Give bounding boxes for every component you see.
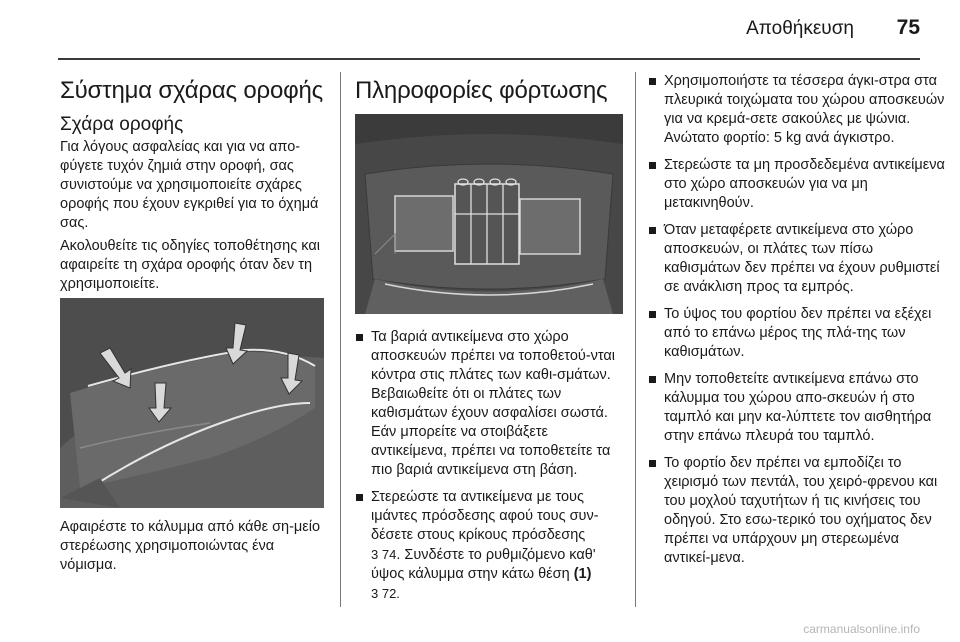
bullet-text: Χρησιμοποιήστε τα τέσσερα άγκι-στρα στα πλευρικά τοιχώματα του χώρου αποσκευών για να κρεμά-σετε σακούλες με ψώνια. Ανώτατο φορτίο: 5 kg ανά άγκιστρο. <box>664 73 945 146</box>
heading-loading-info: Πληροφορίες φόρτωσης <box>355 77 608 104</box>
list-item <box>648 156 948 213</box>
list-item <box>648 221 948 297</box>
bullet-text: Όταν μεταφέρετε αντικείμενα στο χώρο αποσκευών, οι πλάτες των πίσω καθισμάτων δεν πρέπει να έχουν ρυθμιστεί σε ανάκλιση προς τα εμπρός. <box>664 222 940 295</box>
header-rule <box>58 58 920 60</box>
bullet-text: Μην τοποθετείτε αντικείμενα επάνω στο κάλυμμα του χώρου απο-σκευών ή στο ταμπλό και μην κα-λύπτετε τον αισθητήρα στην επάνω πλευρά του ταμπλό. <box>664 371 932 444</box>
loading-bullets-right <box>648 72 948 568</box>
list-item <box>648 370 948 446</box>
list-item <box>355 328 623 480</box>
list-item <box>648 72 948 148</box>
page-number: 75 <box>896 16 920 39</box>
bullet-text: Το φορτίο δεν πρέπει να εμποδίζει το χειρισμό των πεντάλ, του χειρό-φρενου και του μοχλού ταχυτήτων ή τις κινήσεις του οδηγού. Στο εσω-τερικό του οχήματος δεν πρέπει να υπάρχουν μη στερεωμένα αντικεί-μενα. <box>664 455 938 566</box>
column-divider-1 <box>340 72 341 607</box>
bullet-text: Στερεώστε τα αντικείμενα με τους ιμάντες πρόσδεσης αφού τους συν-δέσετε στους κρίκους πρόσδεσης <box>371 489 599 543</box>
bullet-text: Το ύψος του φορτίου δεν πρέπει να εξέχει από το επάνω μέρος της πλά-της των καθισμάτων. <box>664 306 932 360</box>
column-roof-rack <box>60 72 324 579</box>
position-label: (1) <box>573 566 592 582</box>
car-roof-drawing <box>60 298 324 508</box>
column-divider-2 <box>635 72 636 607</box>
bullet-text: Στερεώστε τα μη προσδεδεμένα αντικείμενα στο χώρο αποσκευών για να μη μετακινηθούν. <box>664 157 945 211</box>
bullet-text: Τα βαριά αντικείμενα στο χώρο αποσκευών πρέπει να τοποθετού-νται κόντρα στις πλάτες των καθι-σμάτων. Βεβαιωθείτε ότι οι πλάτες των καθισμάτων έχουν ασφαλίσει σωστά. Εάν μπορείτε να στοιβάξετε αντικείμενα, πρέπει να τοποθετείτε τα πιο βαριά αντικείμενα στη βάση. <box>371 329 616 478</box>
list-item <box>648 454 948 568</box>
list-item <box>648 305 948 362</box>
column-loading-tips <box>648 72 948 576</box>
loading-bullets-left <box>355 328 623 604</box>
trunk-drawing <box>355 114 623 314</box>
page-header <box>0 0 960 54</box>
page-reference-link[interactable]: 3 74 <box>371 547 397 562</box>
trunk-loading-illustration <box>355 114 623 314</box>
column-loading-info <box>355 72 623 612</box>
watermark: carmanualsonline.info <box>803 622 920 636</box>
section-title: Αποθήκευση <box>746 18 854 39</box>
roof-attachment-illustration <box>60 298 324 508</box>
caption-remove-cover: Αφαιρέστε το κάλυμμα από κάθε ση-μείο στερέωσης χρησιμοποιώντας ένα νόμισμα. <box>60 519 321 573</box>
paragraph-safety: Για λόγους ασφαλείας και για να απο-φύγετε τυχόν ζημιά στην οροφή, σας συνιστούμε να χρησιμοποιείτε σχάρες οροφής που έχουν εγκριθεί για το όχημά σας. <box>60 139 319 231</box>
heading-roof-rack-system: Σύστημα σχάρας οροφής <box>60 77 323 104</box>
paragraph-instructions: Ακολουθείτε τις οδηγίες τοποθέτησης και αφαιρείτε τη σχάρα οροφής όταν δεν τη χρησιμοποιείτε. <box>60 238 320 292</box>
bullet-text-continued: . Συνδέστε το ρυθμιζόμενο καθ' ύψος κάλυμμα στην κάτω θέση <box>371 547 596 582</box>
list-item <box>355 488 623 604</box>
page-reference-link[interactable]: 3 72. <box>371 586 400 601</box>
subheading-roof-rack: Σχάρα οροφής <box>60 114 184 135</box>
